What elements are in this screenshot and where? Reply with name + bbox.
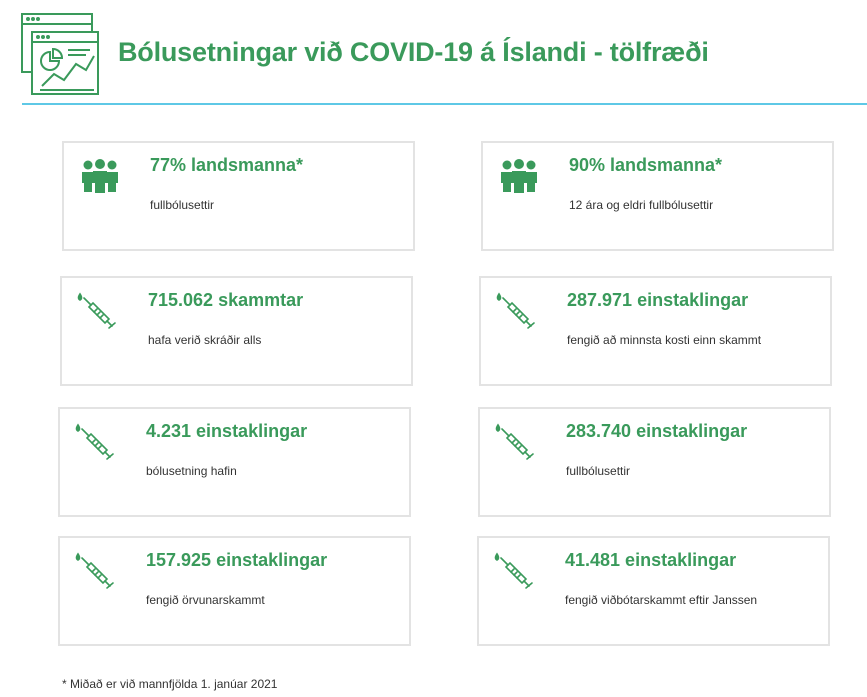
- stat-value: 90% landsmanna*: [569, 155, 723, 175]
- people-group-icon: [80, 159, 120, 198]
- stat-value: 4.231 einstaklingar: [146, 421, 308, 441]
- stat-description: fengið viðbótarskammt eftir Janssen: [565, 593, 758, 607]
- stat-card: [58, 407, 411, 517]
- stat-card: [481, 141, 834, 251]
- stat-card: [478, 407, 831, 517]
- stat-card: [477, 536, 830, 646]
- stat-card: [479, 276, 832, 386]
- stat-value: 715.062 skammtar: [148, 290, 304, 310]
- stat-description: hafa verið skráðir alls: [148, 333, 262, 347]
- page-title: Bólusetningar við COVID-19 á Íslandi - tölfræði: [118, 37, 709, 67]
- syringe-icon: [495, 292, 537, 337]
- people-group-icon: [499, 159, 539, 198]
- page-header: [0, 0, 867, 108]
- syringe-icon: [74, 552, 116, 597]
- header-divider: [22, 103, 867, 105]
- stat-card: [60, 276, 413, 386]
- stat-description: fullbólusettir: [566, 464, 631, 478]
- stat-value: 77% landsmanna*: [150, 155, 304, 175]
- stat-value: 157.925 einstaklingar: [146, 550, 328, 570]
- stat-card: [62, 141, 415, 251]
- stat-value: 41.481 einstaklingar: [565, 550, 737, 570]
- footnote: * Miðað er við mannfjölda 1. janúar 2021: [62, 677, 278, 691]
- stat-description: bólusetning hafin: [146, 464, 237, 478]
- stat-card: [58, 536, 411, 646]
- syringe-icon: [74, 423, 116, 468]
- stat-description: fengið örvunarskammt: [146, 593, 265, 607]
- syringe-icon: [494, 423, 536, 468]
- stat-value: 287.971 einstaklingar: [567, 290, 749, 310]
- stat-description: fengið að minnsta kosti einn skammt: [567, 333, 762, 347]
- stat-description: 12 ára og eldri fullbólusettir: [569, 198, 714, 212]
- stat-description: fullbólusettir: [150, 198, 215, 212]
- stat-value: 283.740 einstaklingar: [566, 421, 748, 441]
- dashboard-chart-icon: [20, 12, 102, 98]
- syringe-icon: [76, 292, 118, 337]
- syringe-icon: [493, 552, 535, 597]
